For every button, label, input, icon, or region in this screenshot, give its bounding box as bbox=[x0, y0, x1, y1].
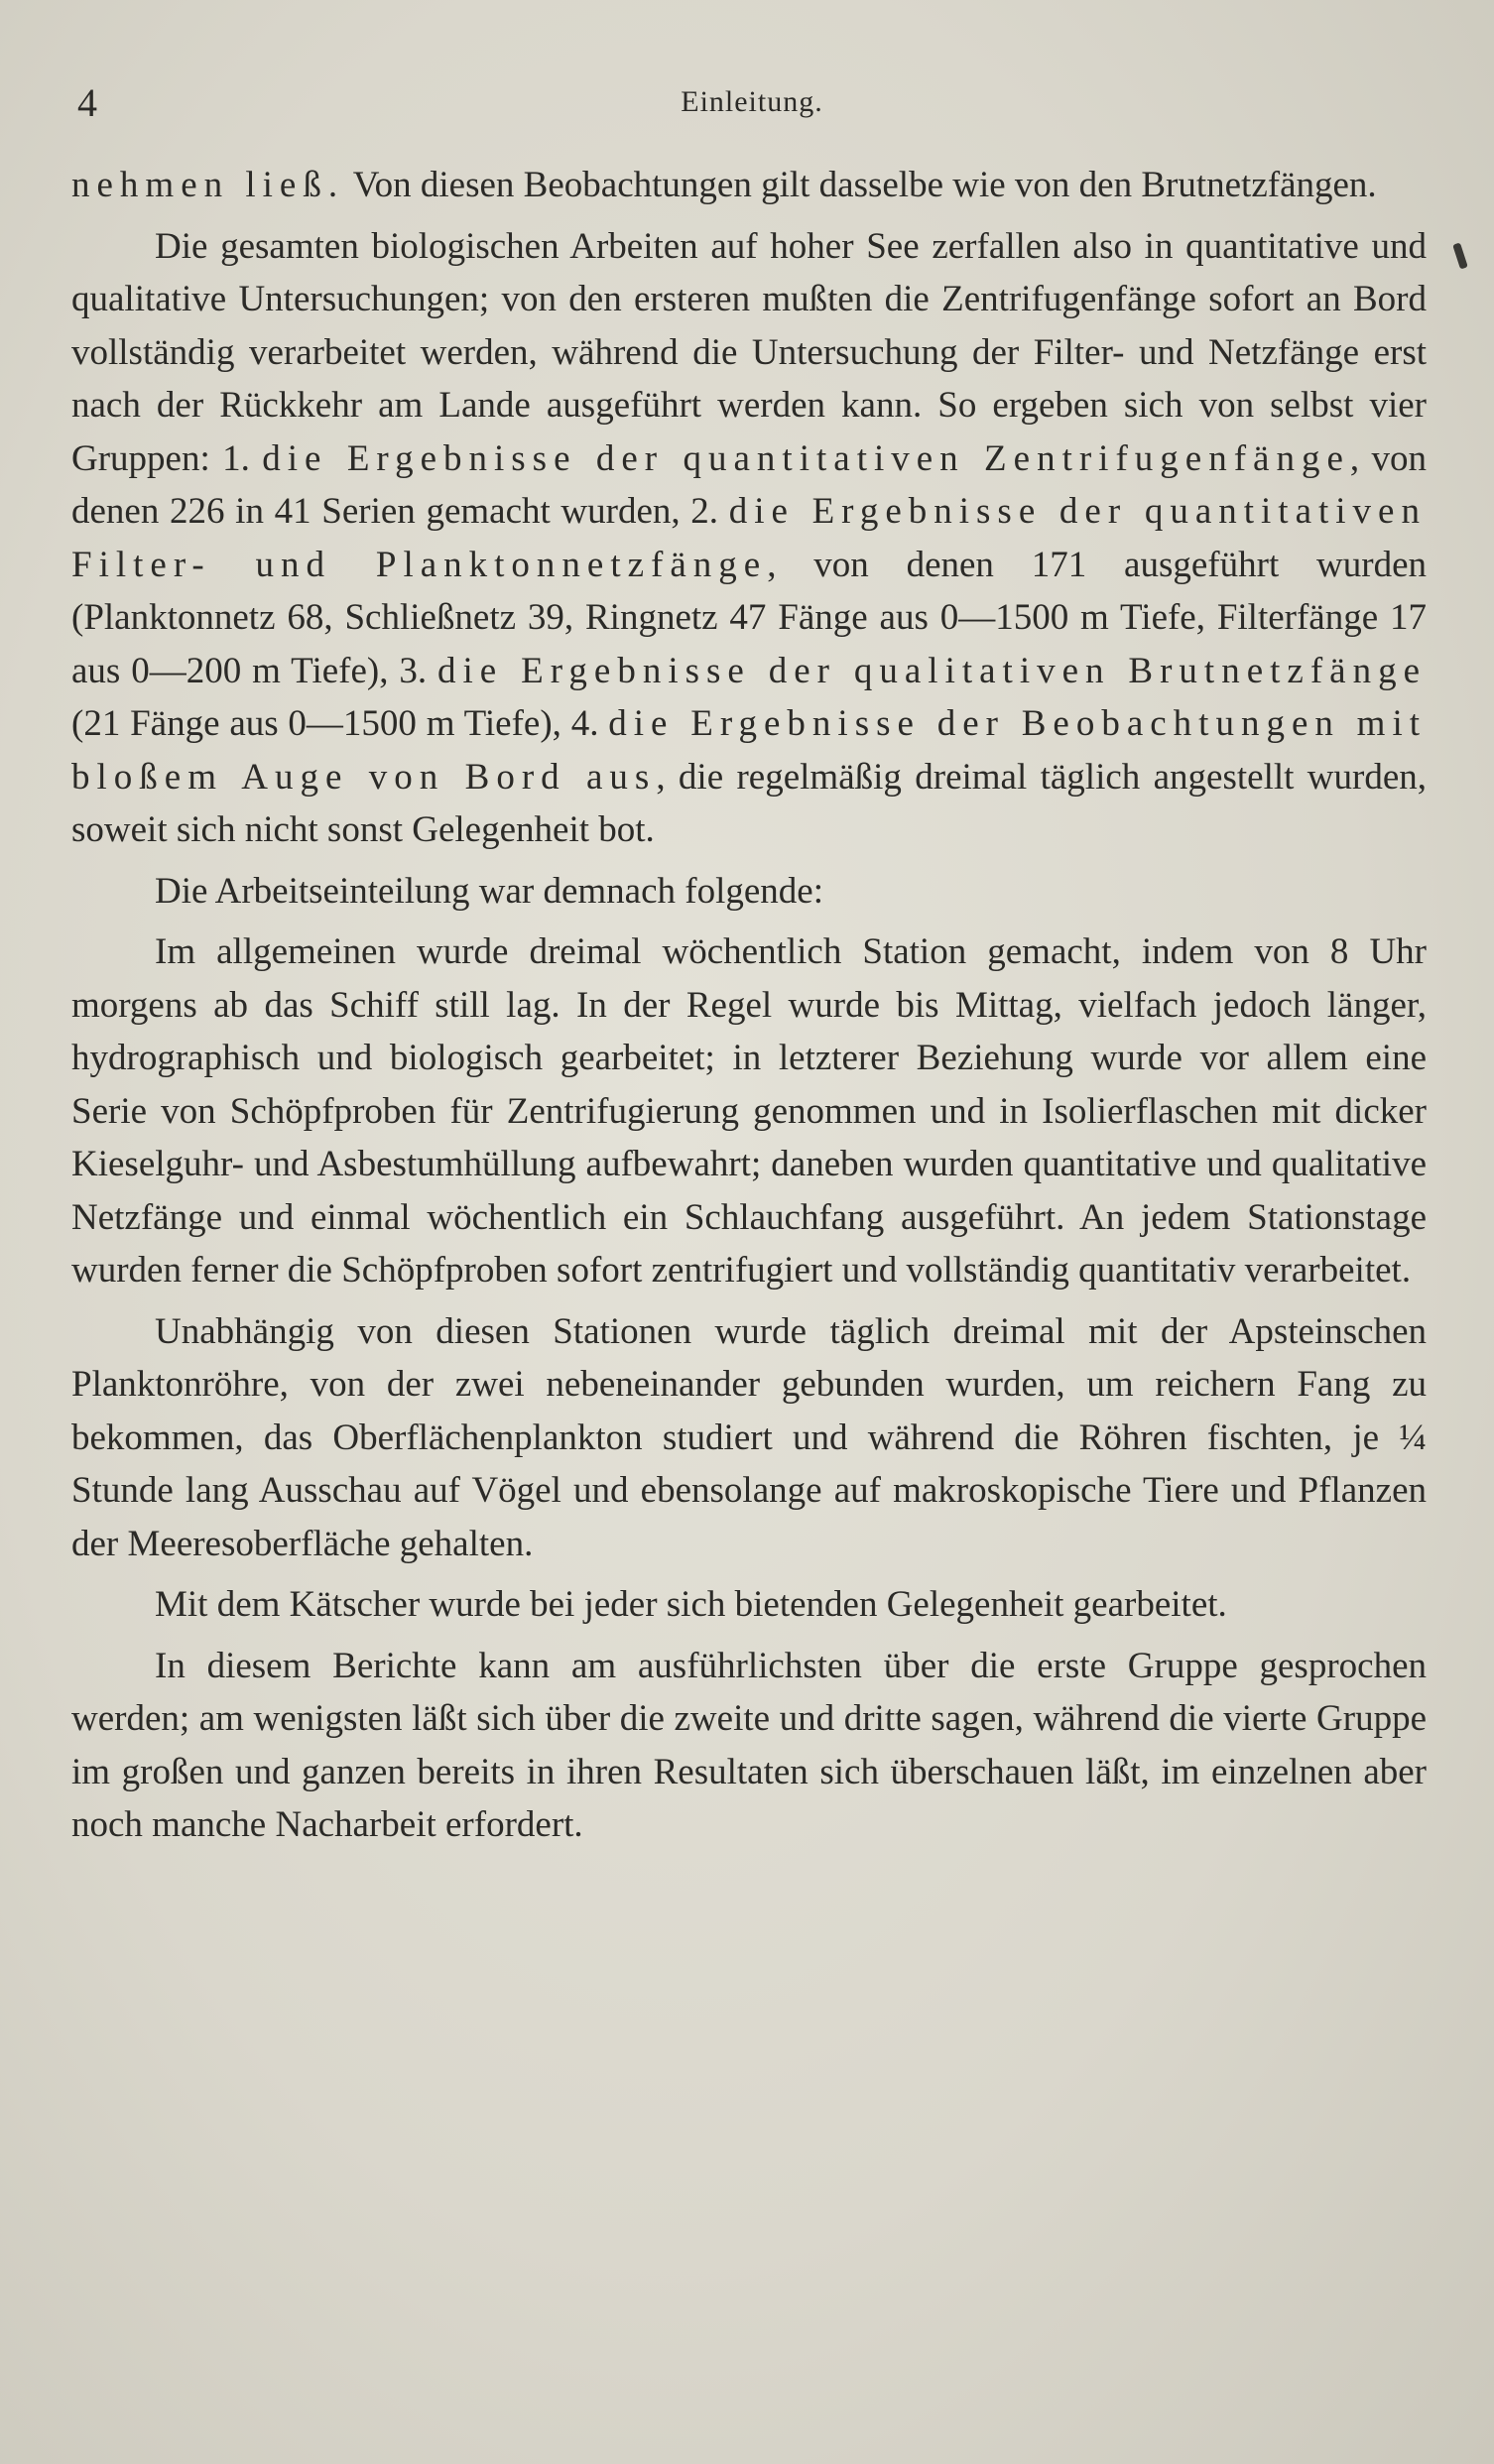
text-run: , die regelmäßig dreimal täglich angestellt wurden, soweit sich nicht sonst Gelegenheit bot. bbox=[71, 756, 1427, 850]
text-run: Von diesen Beobachtungen gilt dasselbe wie von den Brutnetzfängen. bbox=[344, 165, 1377, 205]
text-run: In diesem Berichte kann am ausführlichsten über die erste Gruppe gesprochen werden; am wenigsten läßt sich über die zweite und dritte sagen, während die vierte Gruppe im großen und ganzen bereits in ihren Resultaten sich überschauen läßt, im einzelnen aber noch manche Nacharbeit erfordert. bbox=[71, 1645, 1427, 1845]
body-text bbox=[71, 159, 1427, 1860]
margin-mark bbox=[1452, 242, 1468, 269]
spaced-text: nehmen ließ. bbox=[71, 165, 345, 205]
page-number: 4 bbox=[77, 80, 97, 125]
text-run: , von denen 171 ausgeführt wurden (Planktonnetz 68, Schließnetz 39, Ringnetz 47 Fänge aus 0—1500 m Tiefe, Filterfänge 17 aus 0—200 m Tiefe), 3. bbox=[71, 544, 1427, 691]
text-run: Im allgemeinen wurde dreimal wöchentlich Station gemacht, indem von 8 Uhr morgens ab das Schiff still lag. In der Regel wurde bis Mittag, vielfach jedoch länger, hydrographisch und biologisch gearbeitet; in letzterer Beziehung wurde vor allem eine Serie von Schöpfproben für Zentrifugierung genommen und in Isolierflaschen mit dicker Kieselguhr- und Asbestumhüllung aufbewahrt; daneben wurden quantitative und qualitative Netzfänge und einmal wöchentlich ein Schlauchfang ausgeführt. An jedem Stationstage wurden ferner die Schöpfproben sofort zentrifugiert und vollständig quantitativ verarbeitet. bbox=[71, 931, 1427, 1291]
text-run: Unabhängig von diesen Stationen wurde täglich dreimal mit der Apsteinschen Planktonröhre, von der zwei nebeneinander gebunden wurden, um reichern Fang zu bekommen, das Oberflächenplankton studiert und während die Röhren fischten, je ¼ Stunde lang Ausschau auf Vögel und ebensolange auf makroskopische Tiere und Pflanzen der Meeresoberfläche gehalten. bbox=[71, 1310, 1427, 1564]
paragraph bbox=[71, 1305, 1427, 1571]
spaced-text: die Ergebnisse der qualitativen Brutnetzfänge bbox=[437, 650, 1428, 691]
text-run: (21 Fänge aus 0—1500 m Tiefe), 4. bbox=[71, 703, 609, 744]
paragraph bbox=[71, 925, 1427, 1297]
text-run: , von denen 226 in 41 Serien gemacht wurden, 2. bbox=[71, 437, 1428, 532]
spaced-text: die Ergebnisse der quantitativen Zentrifugenfänge bbox=[262, 437, 1350, 479]
running-head: Einleitung. bbox=[681, 85, 823, 118]
paragraph bbox=[71, 865, 1427, 919]
text-run: Die gesamten biologischen Arbeiten auf hoher See zerfallen also in quantitative und qualitative Untersuchungen; von den ersteren mußten die Zentrifugenfänge sofort an Bord vollständig verarbeitet werden, während die Untersuchung der Filter- und Netzfänge erst nach der Rückkehr am Lande ausgeführt werden kann. So ergeben sich von selbst vier Gruppen: 1. bbox=[71, 225, 1427, 479]
paragraph bbox=[71, 220, 1427, 857]
paragraph bbox=[71, 1640, 1427, 1852]
spaced-text: die Ergebnisse der quantitativen Filter- und Planktonnetzfänge bbox=[71, 491, 1427, 585]
spaced-text: die Ergebnisse der Beobachtungen mit bloßem Auge von Bord aus bbox=[71, 703, 1428, 798]
text-run: Die Arbeitseinteilung war demnach folgende: bbox=[155, 870, 824, 912]
page-header bbox=[77, 79, 1427, 139]
text-run: Mit dem Kätscher wurde bei jeder sich bietenden Gelegenheit gearbeitet. bbox=[155, 1584, 1227, 1625]
paragraph bbox=[71, 159, 1427, 212]
paragraph bbox=[71, 1578, 1427, 1632]
